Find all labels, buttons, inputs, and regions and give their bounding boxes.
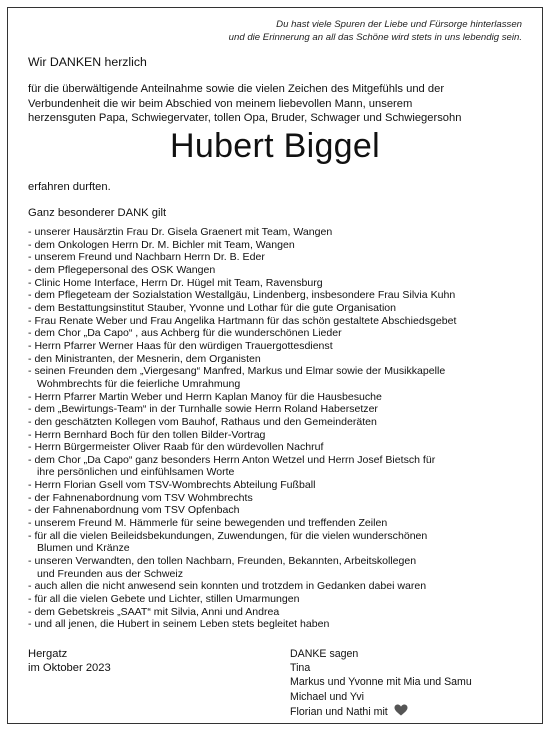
thanks-list-item: - dem Chor „Da Capo“ ganz besonders Herrn Anton Wetzel und Herrn Josef Bietsch für: [28, 453, 436, 466]
signers: [290, 647, 472, 720]
thanks-list-item: - der Fahnenabordnung vom TSV Wohmbrechts: [28, 491, 253, 504]
thanks-list-item: - den geschätzten Kollegen vom Bauhof, Rathaus und den Gemeinderäten: [28, 415, 377, 428]
signer-line-3: Michael und Yvi: [290, 690, 365, 703]
thanks-list-item: - dem „Bewirtungs-Team“ in der Turnhalle sowie Herrn Roland Habersetzer: [28, 403, 378, 416]
thanks-list-item: - und all jenen, die Hubert in seinem Leben stets begleitet haben: [28, 618, 330, 631]
signer-line-4: Florian und Nathi mit: [290, 705, 388, 718]
thanks-list: [28, 226, 533, 631]
thanks-list-item: - Frau Renate Weber und Frau Angelika Hartmann für das schön gestaltete Abschiedsgebet: [28, 314, 457, 327]
intro-text: [28, 82, 528, 126]
thanks-list-item: - dem Pflegepersonal des OSK Wangen: [28, 263, 216, 276]
greeting: Wir DANKEN herzlich: [28, 55, 147, 69]
thanks-list-item: - Herrn Bernhard Boch für den tollen Bilder-Vortrag: [28, 428, 266, 441]
thanks-list-item: - unserem Freund und Nachbarn Herrn Dr. B. Eder: [28, 251, 265, 264]
thanks-list-item: - Herrn Pfarrer Martin Weber und Herrn Kaplan Manoy für die Hausbesuche: [28, 390, 382, 403]
special-thanks-heading: Ganz besonderer DANK gilt: [28, 207, 167, 219]
after-name-text: erfahren durften.: [28, 181, 111, 193]
intro-line-3: herzensguten Papa, Schwiegervater, tollen Opa, Bruder, Schwager und Schwiegersohn: [28, 112, 462, 124]
thanks-list-item: - unserem Freund M. Hämmerle für seine bewegenden und treffenden Zeilen: [28, 517, 388, 530]
thanks-list-item: - Herrn Bürgermeister Oliver Raab für den würdevollen Nachruf: [28, 441, 324, 454]
thanks-list-item: - unseren Verwandten, den tollen Nachbarn, Freunden, Bekannten, Arbeitskollegen: [28, 555, 417, 568]
thanks-list-item: Wohmbrechts für die feierliche Umrahmung: [37, 377, 241, 390]
intro-line-1: für die überwältigende Anteilnahme sowie die vielen Zeichen des Mitgefühls und der: [28, 83, 445, 95]
thanks-list-item: - der Fahnenabordnung vom TSV Opfenbach: [28, 504, 240, 517]
motto-line-1: Du hast viele Spuren der Liebe und Fürsorge hinterlassen: [276, 19, 522, 30]
place: Hergatz: [28, 648, 68, 660]
thanks-list-item: - seinen Freunden dem „Viergesang“ Manfred, Markus und Elmar sowie der Musikkapelle: [28, 365, 446, 378]
thanks-list-item: - dem Pflegeteam der Sozialstation Westallgäu, Lindenberg, insbesondere Frau Silvia Kuhn: [28, 289, 456, 302]
thanks-list-item: ihre persönlichen und einfühlsamen Worte: [37, 466, 235, 479]
thanks-list-item: - auch allen die nicht anwesend sein konnten und trotzdem in Gedanken dabei waren: [28, 580, 427, 593]
place-date: [28, 647, 111, 675]
motto: [142, 18, 522, 44]
thanks-list-item: - für all die vielen Beileidsbekundungen, Zuwendungen, für die vielen wunderschönen: [28, 529, 428, 542]
thanks-list-item: - dem Chor „Da Capo“ , aus Achberg für die wunderschönen Lieder: [28, 327, 342, 340]
signer-line-1: Tina: [290, 662, 311, 675]
thanks-list-item: und Freunden aus der Schweiz: [37, 567, 183, 580]
thanks-list-item: - Clinic Home Interface, Herrn Dr. Hügel mit Team, Ravensburg: [28, 276, 323, 289]
thanks-list-item: Blumen und Kränze: [37, 542, 130, 555]
date: im Oktober 2023: [28, 662, 111, 674]
signer-line-2: Markus und Yvonne mit Mia und Samu: [290, 676, 472, 689]
thanks-list-item: - dem Gebetskreis „SAAT“ mit Silvia, Anni und Andrea: [28, 605, 280, 618]
thanks-list-item: - für all die vielen Gebete und Lichter, stillen Umarmungen: [28, 593, 300, 606]
heart-icon: [394, 704, 408, 720]
thanks-list-item: - dem Onkologen Herrn Dr. M. Bichler mit Team, Wangen: [28, 238, 295, 251]
thanks-list-item: - Herrn Pfarrer Werner Haas für den würdigen Trauergottesdienst: [28, 339, 333, 352]
thanks-list-item: - dem Bestattungsinstitut Stauber, Yvonne und Lothar für die gute Organisation: [28, 301, 397, 314]
signer-line-4-row: [290, 704, 472, 720]
signers-heading: DANKE sagen: [290, 648, 359, 660]
intro-line-2: Verbundenheit die wir beim Abschied von meinem liebevollen Mann, unserem: [28, 97, 413, 110]
thanks-list-item: - den Ministranten, der Mesnerin, dem Organisten: [28, 352, 261, 365]
motto-line-2: und die Erinnerung an all das Schöne wird stets in uns lebendig sein.: [228, 32, 522, 43]
thanks-list-item: - unserer Hausärztin Frau Dr. Gisela Graenert mit Team, Wangen: [28, 226, 333, 238]
deceased-name: Hubert Biggel: [170, 127, 380, 165]
thanks-list-item: - Herrn Florian Gsell vom TSV-Wombrechts Abteilung Fußball: [28, 479, 316, 492]
